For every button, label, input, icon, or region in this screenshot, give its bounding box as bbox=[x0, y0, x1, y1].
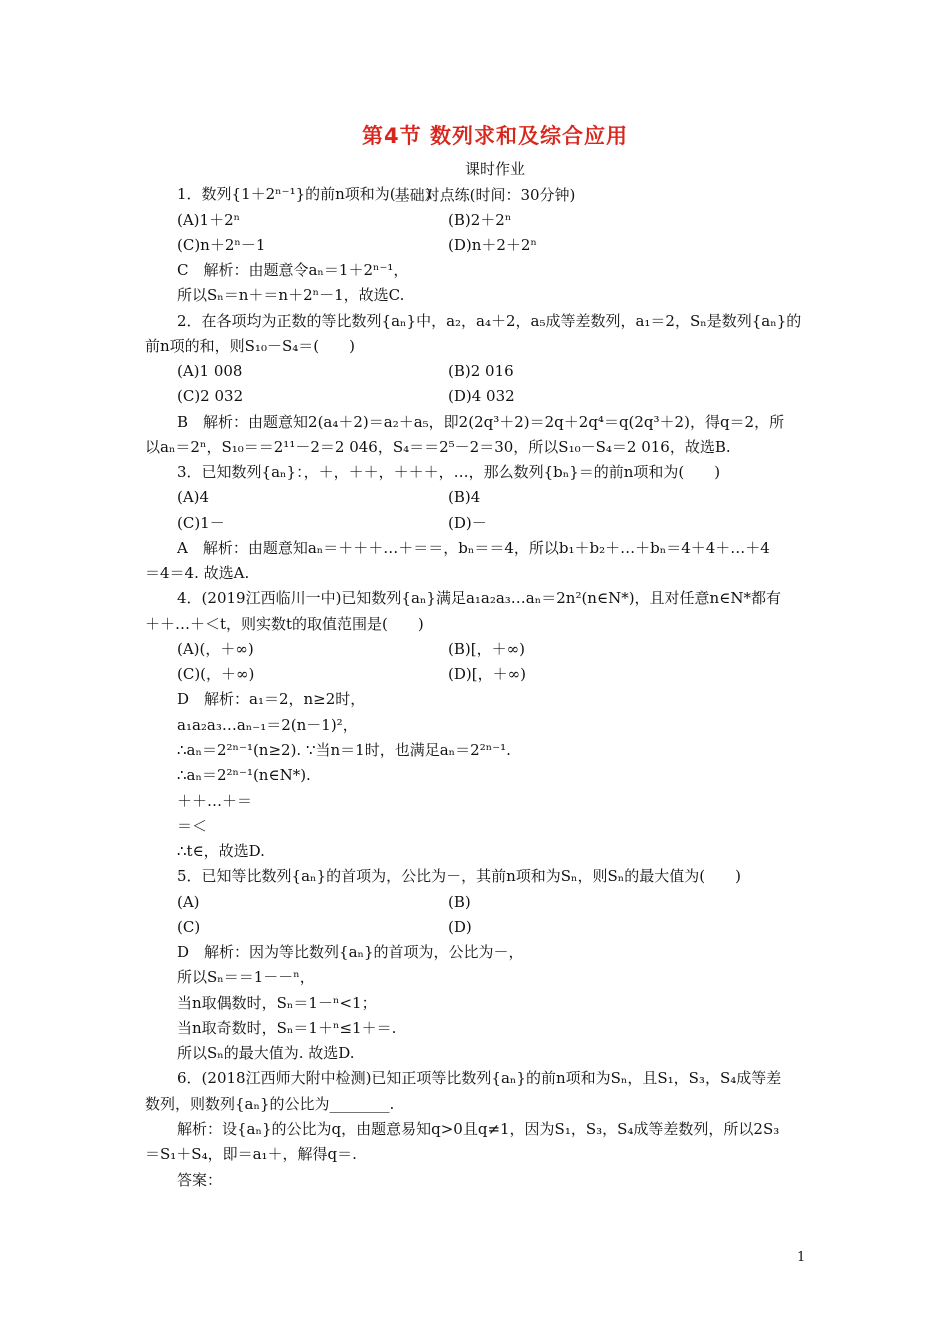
text-line: ＋＋…＋＝ bbox=[177, 792, 253, 810]
text-line: a₁a₂a₃…aₙ₋₁＝2(n－1)²， bbox=[177, 716, 358, 734]
text-line: (B) bbox=[448, 893, 471, 911]
text-line: 5．已知等比数列{aₙ}的首项为，公比为－，其前n项和为Sₙ，则Sₙ的最大值为( ) bbox=[177, 867, 741, 885]
text-line: (C) bbox=[177, 918, 201, 936]
text-line: 解析：设{aₙ}的公比为q，由题意易知q>0且q≠1，因为S₁，S₃，S₄成等差数列，所以2S₃ bbox=[177, 1120, 780, 1138]
text-line: 1．数列{1＋2ⁿ⁻¹}的前n项和为( ) bbox=[177, 185, 432, 203]
text-line: (B)[，＋∞) bbox=[448, 640, 525, 658]
text-line: B 解析：由题意知2(a₄＋2)＝a₂＋a₅，即2(2q³＋2)＝2q＋2q⁴＝q(2q³＋2)，得q＝2，所 bbox=[177, 413, 785, 431]
text-line: 所以Sₙ＝n＋＝n＋2ⁿ－1，故选C. bbox=[177, 286, 405, 304]
text-line: 当n取奇数时，Sₙ＝1＋ⁿ≤1＋＝. bbox=[177, 1019, 397, 1037]
text-line: ＝4＝4. 故选A. bbox=[145, 564, 250, 582]
text-line: ∴aₙ＝2²ⁿ⁻¹(n≥2). ∵当n＝1时，也满足aₙ＝2²ⁿ⁻¹. bbox=[177, 741, 511, 759]
text-line: 所以Sₙ＝＝1－－ⁿ， bbox=[177, 968, 315, 986]
text-line: ∴aₙ＝2²ⁿ⁻¹(n∈N*). bbox=[177, 766, 311, 784]
text-line: (B)2 016 bbox=[448, 362, 514, 380]
text-line: (C)1－ bbox=[177, 514, 225, 532]
text-line: ∴t∈，故选D. bbox=[177, 842, 265, 860]
text-line: (C)n＋2ⁿ－1 bbox=[177, 236, 266, 254]
text-line: (D)4 032 bbox=[448, 387, 515, 405]
text-line: C 解析：由题意令aₙ＝1＋2ⁿ⁻¹， bbox=[177, 261, 409, 279]
page-title: 第4节 数列求和及综合应用 bbox=[362, 124, 628, 148]
text-line: (D)[，＋∞) bbox=[448, 665, 526, 683]
text-line: (C)(，＋∞) bbox=[177, 665, 255, 683]
page-number: 1 bbox=[797, 1250, 806, 1265]
text-line: (A)1 008 bbox=[177, 362, 243, 380]
text-line: 数列，则数列{aₙ}的公比为________. bbox=[145, 1095, 395, 1113]
text-line: 当n取偶数时，Sₙ＝1－ⁿ<1； bbox=[177, 994, 377, 1012]
text-line: (D)n＋2＋2ⁿ bbox=[448, 236, 537, 254]
section-heading: 基础对点练(时间：30分钟) bbox=[394, 186, 576, 204]
text-line: 答案： bbox=[177, 1171, 223, 1189]
text-line: 所以Sₙ的最大值为. 故选D. bbox=[177, 1044, 355, 1062]
text-line: D 解析：因为等比数列{aₙ}的首项为，公比为－， bbox=[177, 943, 524, 961]
text-line: (A)(，＋∞) bbox=[177, 640, 254, 658]
text-line: A 解析：由题意知aₙ＝＋＋＋…＋＝＝，bₙ＝＝4，所以b₁＋b₂＋…＋bₙ＝4＋4＋…＋4 bbox=[177, 539, 770, 557]
text-line: ＋＋…＋＜t，则实数t的取值范围是( ) bbox=[145, 615, 424, 633]
text-line: 2．在各项均为正数的等比数列{aₙ}中，a₂，a₄＋2，a₅成等差数列，a₁＝2，Sₙ是数列{aₙ}的 bbox=[177, 312, 802, 330]
text-line: 前n项的和，则S₁₀－S₄＝( ) bbox=[145, 337, 355, 355]
text-line: (B)4 bbox=[448, 488, 481, 506]
text-line: ＝S₁＋S₄，即＝a₁＋，解得q＝. bbox=[145, 1145, 357, 1163]
text-line: (A)4 bbox=[177, 488, 210, 506]
text-line: ＝＜ bbox=[177, 817, 208, 835]
text-line: 6．(2018江西师大附中检测)已知正项等比数列{aₙ}的前n项和为Sₙ，且S₁，S₃，S₄成等差 bbox=[177, 1069, 782, 1087]
text-line: (A) bbox=[177, 893, 200, 911]
page-subtitle: 课时作业 bbox=[464, 160, 525, 178]
text-line: (D) bbox=[448, 918, 472, 936]
text-line: (B)2＋2ⁿ bbox=[448, 211, 512, 229]
text-line: 3．已知数列{aₙ}：，＋，＋＋，＋＋＋，…，那么数列{bₙ}＝的前n项和为( ) bbox=[177, 463, 721, 481]
text-line: (A)1＋2ⁿ bbox=[177, 211, 241, 229]
text-line: D 解析：a₁＝2，n≥2时， bbox=[177, 690, 366, 708]
text-line: (C)2 032 bbox=[177, 387, 244, 405]
text-line: (D)－ bbox=[448, 514, 487, 532]
text-line: 4．(2019江西临川一中)已知数列{aₙ}满足a₁a₂a₃…aₙ＝2n²(n∈N*)，且对任意n∈N*都有 bbox=[177, 589, 781, 607]
text-line: 以aₙ＝2ⁿ，S₁₀＝＝2¹¹－2＝2 046，S₄＝＝2⁵－2＝30，所以S₁₀－S₄＝2 016，故选B. bbox=[145, 438, 731, 456]
